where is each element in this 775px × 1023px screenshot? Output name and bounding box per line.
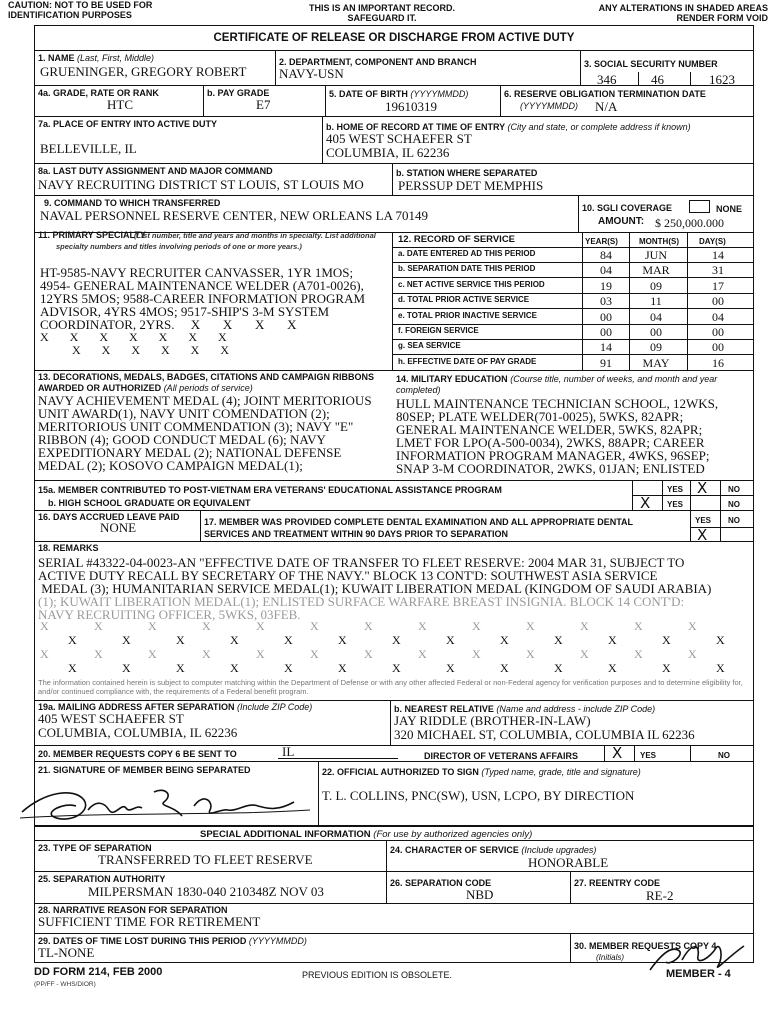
f15a-yes-label: YES [667,485,684,494]
service-record-row [392,262,754,277]
service-record-row [392,247,754,262]
filler-x-mark: X [176,633,185,647]
filler-x-mark: X [688,619,697,633]
education-line2: 80SEP; PLATE WELDER(701-0025), 5WKS, 82APR; [396,409,684,424]
filler-x-mark: X [202,647,211,661]
service-record-label: d. TOTAL PRIOR ACTIVE SERVICE [398,295,530,305]
primary-specialty-line1: HT-9585-NAVY RECRUITER CANVASSER, 1YR 1MOS; [40,265,354,280]
filler-x-mark: X [418,647,427,661]
name-label: 1. NAME (Last, First, Middle) [38,53,155,63]
f15a-no-label: NO [728,485,740,494]
service-days: 00 [712,294,724,309]
remarks-line3: MEDAL (3); HUMANITARIAN SERVICE MEDAL(1); KUWAIT LIBERATION MEDAL (KINGDOM OF SAUDI ARABIA) [38,581,712,596]
time-lost-value: TL-NONE [38,945,95,960]
ssn-label: 3. SOCIAL SECURITY NUMBER [584,59,718,69]
special-info-title: SPECIAL ADDITIONAL INFORMATION (For use by authorized agencies only) [200,829,533,840]
service-record-label: c. NET ACTIVE SERVICE THIS PERIOD [398,279,545,289]
filler-x-mark: X [364,619,373,633]
member-signature [14,772,314,832]
place-of-entry-label: 7a. PLACE OF ENTRY INTO ACTIVE DUTY [38,119,218,129]
filler-x-mark: X [122,633,131,647]
military-education-label: 14. MILITARY EDUCATION (Course title, number of weeks, and month and year completed) [396,374,718,395]
filler-x-mark: X [526,647,535,661]
service-days: 14 [712,248,724,262]
separation-type-value: TRANSFERRED TO FLEET RESERVE [98,852,313,867]
service-days: 04 [712,309,724,324]
separation-type-label: 23. TYPE OF SEPARATION [38,843,152,853]
filler-x-mark: X [662,633,671,647]
filler-x-mark: X [472,647,481,661]
sgli-amount-value: $ 250,000.000 [655,216,724,230]
reserve-obligation-label: 6. RESERVE OBLIGATION TERMINATION DATE [504,89,706,99]
filler-x-mark: X [202,619,211,633]
education-line4: LMET FOR LPO(A-500-0034), 2WKS, 88APR; CAREER [396,435,705,450]
service-record-label: g. SEA SERVICE [398,341,461,351]
name-value: GRUENINGER, GREGORY ROBERT [40,64,247,79]
dva-yes-label: YES [640,751,657,760]
last-duty-value: NAVY RECRUITING DISTRICT ST LOUIS, ST LOUIS MO [38,177,364,192]
ssn-part1: 346 [597,72,617,87]
command-transferred-value: NAVAL PERSONNEL RESERVE CENTER, NEW ORLEANS LA 70149 [40,208,429,223]
department-label: 2. DEPARTMENT, COMPONENT AND BRANCH [279,57,477,67]
service-record-label: f. FOREIGN SERVICE [398,326,479,335]
service-record-label: e. TOTAL PRIOR INACTIVE SERVICE [398,310,537,320]
service-years: 19 [600,278,612,293]
filler-x-mark: X [68,633,77,647]
department-value: NAVY-USN [279,66,344,81]
filler-x-mark: X [176,661,185,675]
service-record-label: h. EFFECTIVE DATE OF PAY GRADE [398,356,537,366]
service-months: 00 [650,325,662,339]
member-signature-label: 21. SIGNATURE OF MEMBER BEING SEPARATED [38,765,251,775]
remarks-line2: ACTIVE DUTY RECALL BY SECRETARY OF THE NAVY." BLOCK 13 CONT'D: SOUTHWEST ASIA SERVICE [38,568,658,583]
nearest-relative-line1: JAY RIDDLE (BROTHER-IN-LAW) [394,713,591,728]
filler-x-mark: X [446,661,455,675]
primary-specialty-hint: (List number, title and years and months in specialty. List additional specialty numbers and titles involving periods of one or more years.) [56,231,376,251]
service-days: 16 [712,355,724,370]
official-value: T. L. COLLINS, PNC(SW), USN, LCPO, BY DIRECTION [322,788,635,803]
filler-x-mark: X [634,619,643,633]
dva-yes-checkbox[interactable]: X [612,744,623,762]
record-of-service [392,232,754,370]
filler-x-mark: X [526,619,535,633]
filler-x-mark: X [608,661,617,675]
filler-x-mark: X [364,647,373,661]
filler-x-mark: X [338,661,347,675]
narrative-reason-value: SUFFICIENT TIME FOR RETIREMENT [38,914,261,929]
filler-x-mark: X [554,633,563,647]
reserve-obligation-value: N/A [595,99,618,114]
filler-x-mark: X [392,633,401,647]
remarks-line4: (1); KUWAIT LIBERATION MEDAL(1); ENLISTED SURFACE WARFARE BREAST INSIGNIA. BLOCK 14 CONT'D: [38,594,685,609]
caution-notice: CAUTION: NOT TO BE USED FOR IDENTIFICATION PURPOSES [8,0,153,20]
filler-x-mark: X [688,647,697,661]
service-days: 17 [712,278,724,293]
form-number: DD FORM 214, FEB 2000 [34,966,163,978]
filler-x-mark: X [418,619,427,633]
grade-label: 4a. GRADE, RATE OR RANK [38,88,159,98]
f15b-yes-label: YES [667,500,684,509]
filler-x-mark: X [608,633,617,647]
service-days: 31 [712,263,724,278]
filler-x-mark: X [554,661,563,675]
f17-no-label: NO [728,516,740,525]
copy6-label: 20. MEMBER REQUESTS COPY 6 BE SENT TO [38,749,237,759]
home-of-record-line1: 405 WEST SCHAEFER ST [326,131,472,146]
filler-x-mark: X [40,647,49,661]
dental-exam-label: 17. MEMBER WAS PROVIDED COMPLETE DENTAL EXAMINATION AND ALL APPROPRIATE DENTAL SERVICES AND TREATMENT WITHIN 90 DAYS PRIOR TO SEPARATION [204,517,633,539]
service-months: MAY [642,355,670,370]
col-years: YEAR(S) [585,237,618,246]
pay-grade-label: b. PAY GRADE [207,88,270,98]
filler-x-mark: X [634,647,643,661]
service-record-row [392,324,754,339]
filler-x-mark: X [284,661,293,675]
station-separated-value: PERSSUP DET MEMPHIS [398,178,544,193]
filler-x-mark: X [284,633,293,647]
accrued-leave-value: NONE [100,520,137,535]
f15b-no-label: NO [728,500,740,509]
station-separated-label: b. STATION WHERE SEPARATED [396,168,538,178]
service-record-row [392,293,754,308]
reentry-code-value: RE-2 [646,888,674,903]
alterations-notice: ANY ALTERATIONS IN SHADED AREAS RENDER FORM VOID [598,3,768,23]
primary-specialty-line5: COORDINATOR, 2YRS. X X X X [40,317,297,332]
service-months: 09 [650,278,662,293]
filler-x-mark: X [392,661,401,675]
education-line1: HULL MAINTENANCE TECHNICIAN SCHOOL, 12WKS, [396,396,719,411]
last-duty-label: 8a. LAST DUTY ASSIGNMENT AND MAJOR COMMAND [38,166,273,176]
service-years: 00 [600,309,612,324]
service-years: 04 [600,263,612,278]
accrued-leave-label: 16. DAYS ACCRUED LEAVE PAID [38,512,180,522]
important-record-notice: THIS IS AN IMPORTANT RECORD. SAFEGUARD IT. [309,3,455,23]
service-months: 11 [650,294,662,309]
primary-specialty-label: 11. PRIMARY SPECIALTY [38,230,146,240]
decorations-line3: MERITORIOUS UNIT COMMENDATION (3); NAVY "E" [38,419,354,434]
primary-specialty-line3: 12YRS 5MOS; 9588-CAREER INFORMATION PROGRAM [40,291,366,306]
service-years: 14 [600,340,612,355]
remarks-line5: NAVY RECRUITING OFFICER, 5WKS, 03FEB. [38,607,301,622]
service-years: 91 [600,355,612,370]
filler-x-mark: X [148,619,157,633]
separation-code-label: 26. SEPARATION CODE [390,878,492,888]
dva-label: DIRECTOR OF VETERANS AFFAIRS [424,751,579,761]
decorations-line4: RIBBON (4); GOOD CONDUCT MEDAL (6); NAVY [38,432,326,447]
filler-x-mark: X [256,647,265,661]
separation-authority-label: 25. SEPARATION AUTHORITY [38,874,166,884]
form-title: CERTIFICATE OF RELEASE OR DISCHARGE FROM ACTIVE DUTY [213,32,575,44]
primary-specialty-line4: ADVISOR, 4YRS 4MOS; 9517-SHIP'S 3-M SYSTEM [40,304,330,319]
service-record-label: b. SEPARATION DATE THIS PERIOD [398,264,536,274]
filler-x-mark: X [230,633,239,647]
veterans-education-label: 15a. MEMBER CONTRIBUTED TO POST-VIETNAM ERA VETERANS' EDUCATIONAL ASSISTANCE PROGRAM [38,485,502,495]
computer-matching-notice: The information contained herein is subject to computer matching within the Department of Defense or with any other affected Federal or non-Federal agency for verification purposes and to determine eligibility for, and/or continued compliance with, the requirements of a Federal benefit program. [38,678,743,696]
dob-label: 5. DATE OF BIRTH (YYYYMMDD) [329,89,469,99]
f17-yes-label: YES [695,516,712,525]
filler-x-mark: X [94,647,103,661]
home-of-record-line2: COLUMBIA, IL 62236 [326,145,450,160]
decorations-label: 13. DECORATIONS, MEDALS, BADGES, CITATIONS AND CAMPAIGN RIBBONS AWARDED OR AUTHORIZED (All periods of service) [38,372,375,393]
character-of-service-label: 24. CHARACTER OF SERVICE (Include upgrades) [390,845,597,855]
service-record-row [392,309,754,324]
nearest-relative-line2: 320 MICHAEL ST, COLUMBIA, COLUMBIA IL 62236 [394,727,695,742]
education-line5: INFORMATION PROGRAM MANAGER, 4WKS, 96SEP; [396,448,710,463]
ssn-part2: 46 [651,72,664,87]
service-days: 00 [712,325,724,339]
home-of-record-label: b. HOME OF RECORD AT TIME OF ENTRY (City and state, or complete address if known) [326,122,691,132]
service-record-row [392,339,754,354]
filler-x-mark: X [122,661,131,675]
place-of-entry-value: BELLEVILLE, IL [40,141,137,156]
filler-x-mark: X [500,661,509,675]
remarks-filler [34,620,754,678]
filler-x-mark: X [580,619,589,633]
specialty-filler-x-row2: X X X X X X [72,343,229,357]
filler-x-mark: X [716,661,725,675]
filler-x-mark: X [500,633,509,647]
f15b-yes-checkbox[interactable]: X [640,494,651,512]
filler-x-mark: X [310,619,319,633]
nearest-relative-label: b. NEAREST RELATIVE (Name and address - include ZIP Code) [394,704,656,714]
service-years: 00 [600,325,612,339]
grade-value: HTC [107,97,133,112]
dva-no-label: NO [718,751,730,760]
sgli-none-checkbox[interactable] [689,200,710,213]
filler-x-mark: X [40,619,49,633]
filler-x-mark: X [662,661,671,675]
sgli-label: 10. SGLI COVERAGE [582,203,673,213]
mailing-address-line2: COLUMBIA, COLUMBIA, IL 62236 [38,725,238,740]
education-line3: GENERAL MAINTENANCE WELDER, 5WKS, 82APR; [396,422,703,437]
filler-x-mark: X [68,661,77,675]
specialty-filler-x-row1: X X X X X X X [40,330,227,344]
separation-authority-value: MILPERSMAN 1830-040 210348Z NOV 03 [88,884,324,899]
form-code: (PP/FF - WHS/DIOR) [34,981,96,988]
copy4-label: 30. MEMBER REQUESTS COPY 4 [574,941,717,951]
filler-x-mark: X [148,647,157,661]
col-months: MONTH(S) [639,237,679,246]
service-record-label: a. DATE ENTERED AD THIS PERIOD [398,249,536,258]
decorations-line1: NAVY ACHIEVEMENT MEDAL (4); JOINT MERITORIOUS [38,393,372,408]
time-lost-label: 29. DATES OF TIME LOST DURING THIS PERIOD (YYYYMMDD) [38,936,307,946]
service-years: 84 [600,248,612,262]
copy6-value: IL [282,744,295,759]
service-months: MAR [642,263,670,278]
primary-specialty-line2: 4954- GENERAL MAINTENANCE WELDER (A701-0026), [40,278,364,293]
copy-designation: MEMBER - 4 [666,968,731,980]
filler-x-mark: X [338,633,347,647]
narrative-reason-label: 28. NARRATIVE REASON FOR SEPARATION [38,905,228,915]
decorations-line2: UNIT AWARD(1), NAVY UNIT COMENDATION (2); [38,406,330,421]
record-of-service-label: 12. RECORD OF SERVICE [398,234,516,245]
filler-x-mark: X [310,647,319,661]
filler-x-mark: X [230,661,239,675]
ssn-part3: 1623 [709,72,735,87]
filler-x-mark: X [580,647,589,661]
dob-value: 19610319 [385,99,437,114]
filler-x-mark: X [446,633,455,647]
filler-x-mark: X [256,619,265,633]
service-record-row [392,278,754,293]
decorations-line6: MEDAL (2); KOSOVO CAMPAIGN MEDAL(1); [38,458,303,473]
service-months: JUN [644,248,667,262]
reserve-obligation-hint: (YYYYMMDD) [520,101,578,111]
filler-x-mark: X [94,619,103,633]
service-months: 04 [650,309,662,324]
service-days: 00 [712,340,724,355]
sgli-amount-label: AMOUNT: [598,216,645,227]
remarks-label: 18. REMARKS [38,543,99,553]
sgli-none-label: NONE [716,204,743,214]
f17-yes-checkbox[interactable]: X [697,526,708,544]
f15a-no-checkbox[interactable]: X [697,479,708,497]
service-years: 03 [600,294,612,309]
service-record-row [392,355,754,370]
reentry-code-label: 27. REENTRY CODE [574,878,661,888]
remarks-line1: SERIAL #43322-04-0023-AN "EFFECTIVE DATE OF TRANSFER TO FLEET RESERVE: 2004 MAR 31, SUBJECT TO [38,555,685,570]
education-line6: SNAP 3-M COORDINATOR, 2WKS, 01JAN; ENLISTED [396,461,705,476]
filler-x-mark: X [716,633,725,647]
previous-edition-note: PREVIOUS EDITION IS OBSOLETE. [302,970,453,980]
mailing-address-label: 19a. MAILING ADDRESS AFTER SEPARATION (Include ZIP Code) [38,702,313,712]
col-days: DAY(S) [699,237,726,246]
filler-x-mark: X [472,619,481,633]
pay-grade-value: E7 [256,97,271,112]
character-of-service-value: HONORABLE [528,855,609,870]
high-school-label: b. HIGH SCHOOL GRADUATE OR EQUIVALENT [48,498,251,508]
official-label: 22. OFFICIAL AUTHORIZED TO SIGN (Typed name, grade, title and signature) [322,767,641,777]
service-months: 09 [650,340,662,355]
copy4-hint: (Initials) [596,953,625,962]
separation-code-value: NBD [466,887,494,902]
mailing-address-line1: 405 WEST SCHAEFER ST [38,711,184,726]
command-transferred-label: 9. COMMAND TO WHICH TRANSFERRED [44,198,221,208]
decorations-line5: EXPEDITIONARY MEDAL (2); NATIONAL DEFENSE [38,445,342,460]
